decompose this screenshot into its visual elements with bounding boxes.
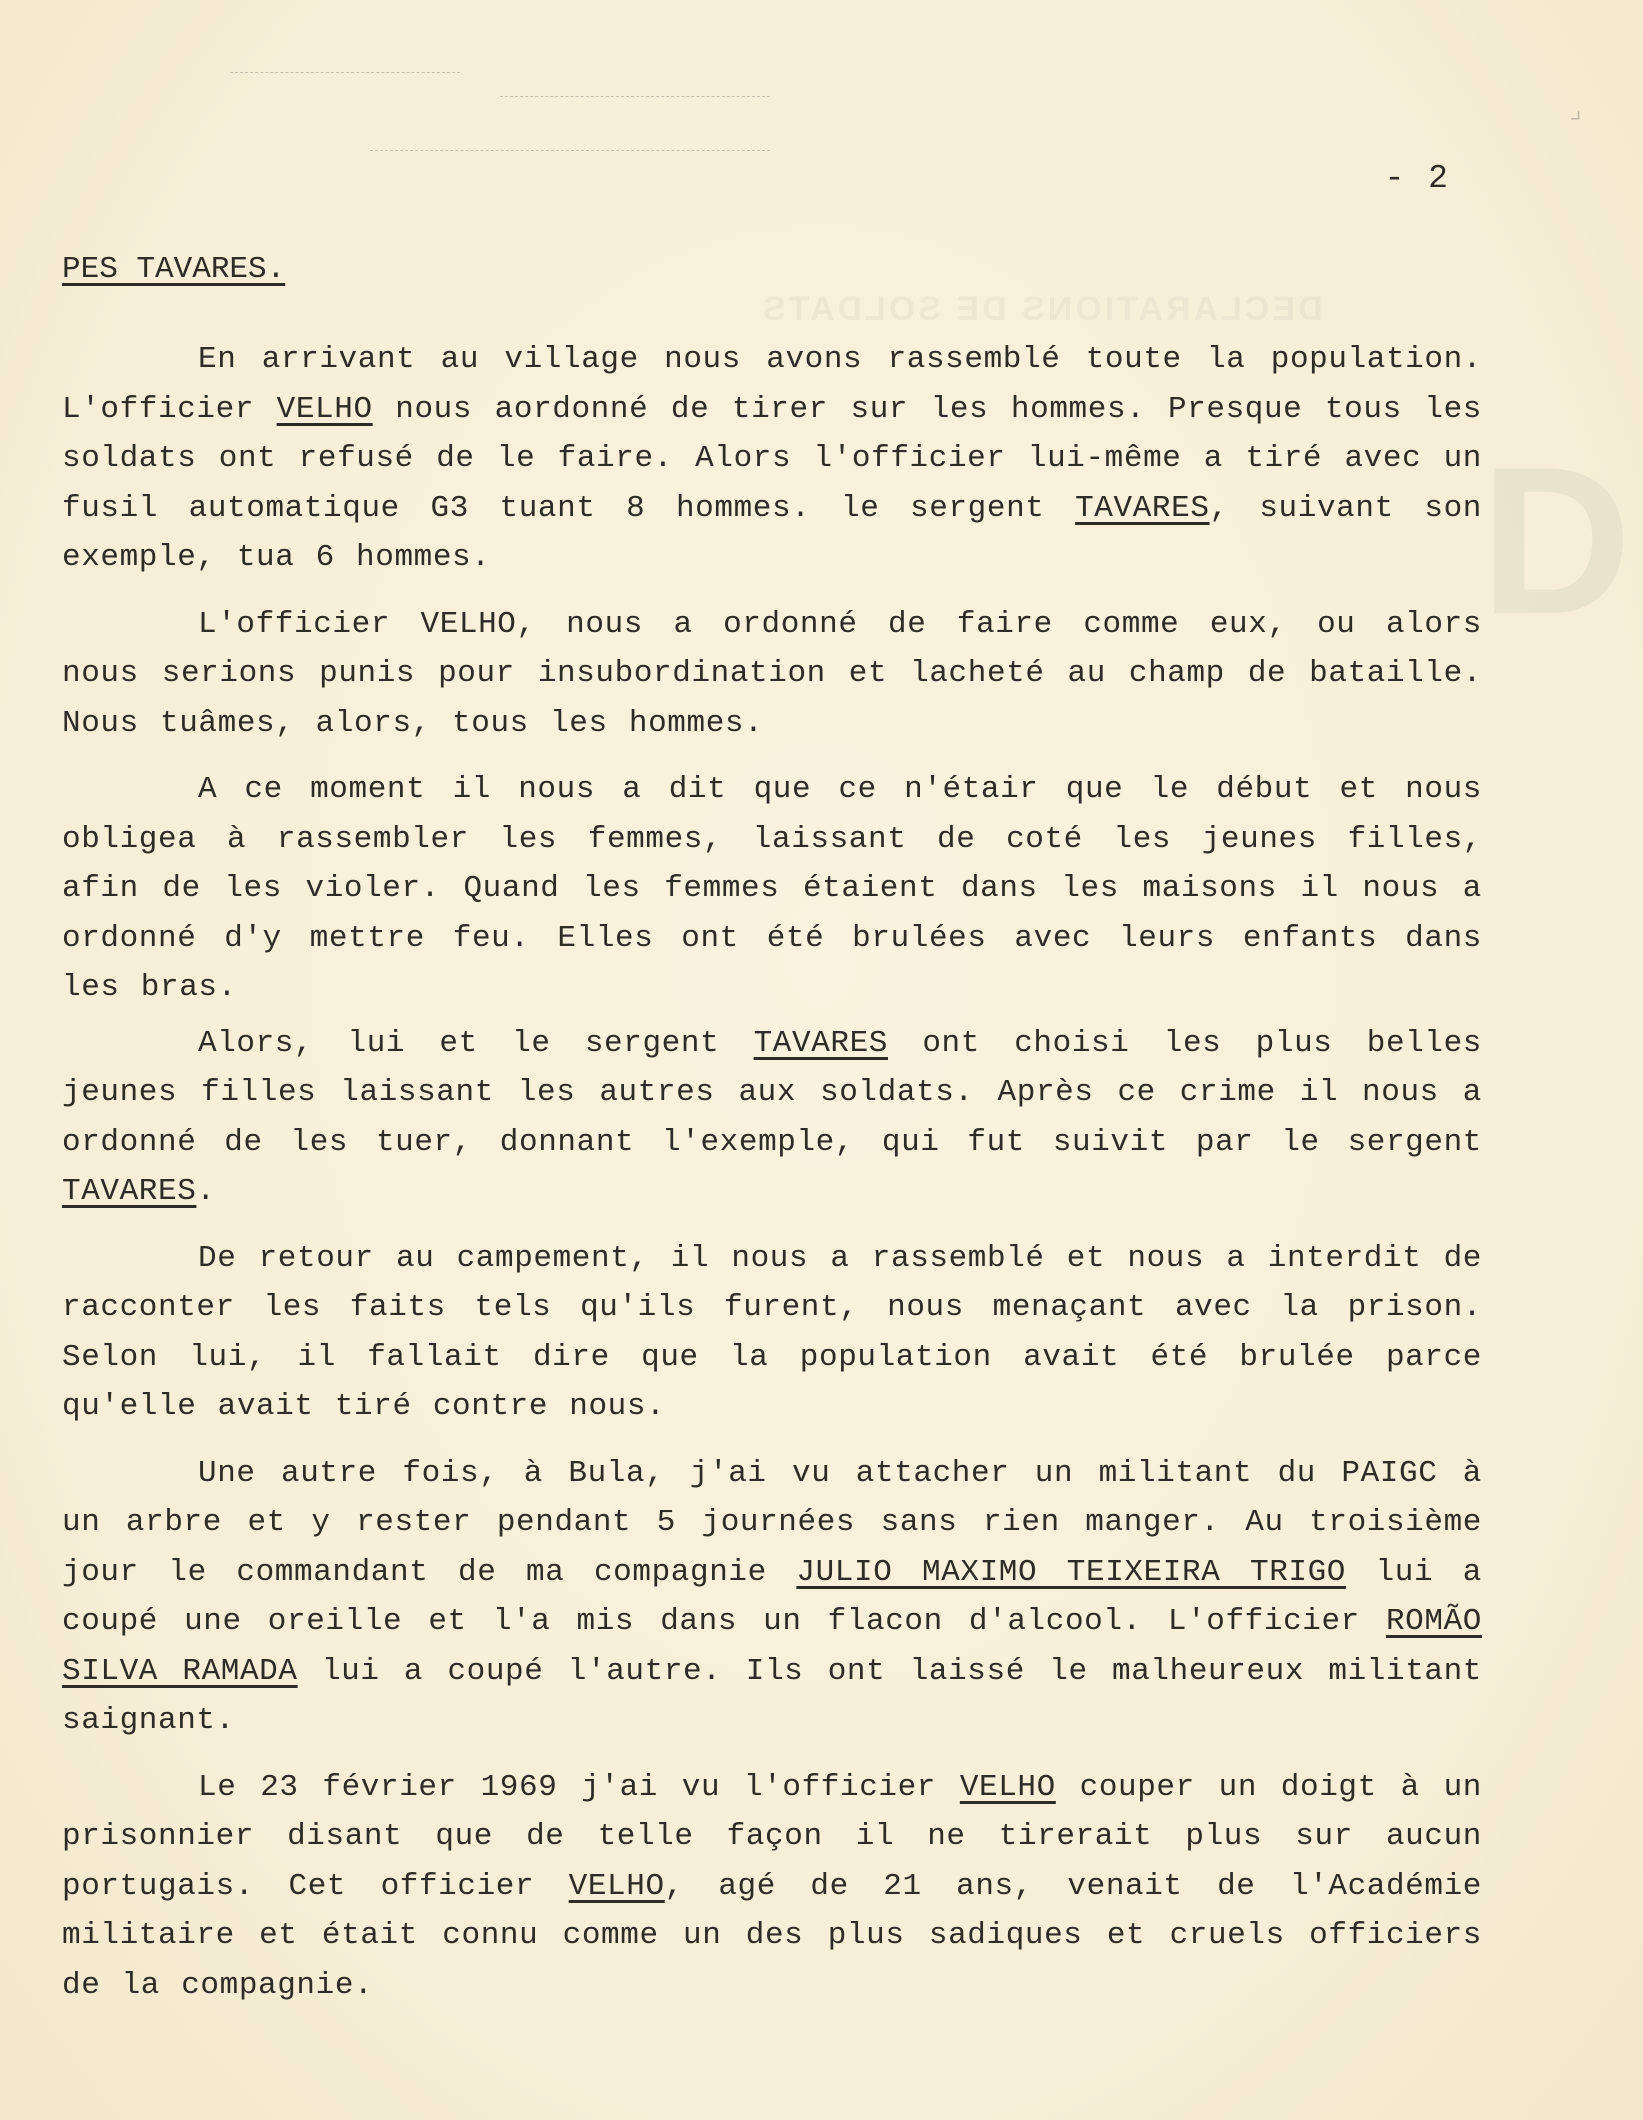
corner-tear-mark: ⌟ [1567,96,1583,126]
paragraph-text: , agé de 21 ans, venait de l'Académie militaire et était connu comme un des plus sadiques et cruels officiers de la compagnie. [62,1868,1482,2003]
paper-smudge [500,96,770,97]
paragraph-text: ont choisi les plus belles jeunes filles laissant les autres aux soldats. Après ce crime il nous a ordonné de les tuer, donnant l'exemple, qui fut suivit par le sergent [62,1025,1483,1160]
bleed-through-mark: D [1480,423,1632,658]
underlined-name: VELHO [959,1769,1056,1805]
paragraph-text: Une autre fois, à Bula, j'ai vu attacher un militant du PAIGC à un arbre et y rester pendant 5 journées sans rien manger. Au troisième jour le commandant de ma compagnie [62,1455,1482,1590]
underlined-name: TAVARES [753,1025,889,1061]
paragraph-text: . [196,1174,216,1209]
paragraph-text: nous aordonné de tirer sur les hommes. Presque tous les soldats ont refusé de le faire. Alors l'officier lui-même a tiré avec un fusil automatique G3 tuant 8 hommes. le sergent [62,391,1483,526]
paragraph [62,600,1482,749]
underlined-name: VELHO [276,391,373,427]
underlined-name: JULIO MAXIMO TEIXEIRA TRIGO [796,1554,1347,1590]
paper-smudge [370,150,770,151]
paragraph-text: En arrivant au village nous avons rassemblé toute la population. L'officier [62,342,1482,427]
paragraph [62,765,1482,1013]
paragraph-text: A ce moment il nous a dit que ce n'étair que le début et nous obligea à rassembler les femmes, laissant de coté les jeunes filles, afin de les violer. Quand les femmes étaient dans les maisons il nous a ordonné d'y mettre feu. Elles ont été brulées avec leurs enfants dans les bras. [62,772,1482,1005]
underlined-name: TAVARES [62,1174,197,1209]
paragraph-text: De retour au campement, il nous a rassemblé et nous a interdit de racconter les faits tels qu'ils furent, nous menaçant avec la prison. Selon lui, il fallait dire que la population avait été brulée parce qu'elle avait tiré contre nous. [62,1240,1482,1424]
underlined-name: VELHO [568,1868,665,1904]
paragraph-text: lui a coupé une oreille et l'a mis dans un flacon d'alcool. L'officier [62,1554,1482,1639]
paragraph-text: lui a coupé l'autre. Ils ont laissé le malheureux militant saignant. [62,1653,1483,1738]
bleed-through-text [760,290,1323,329]
paragraph [62,1449,1482,1746]
paragraph-text: Le 23 février 1969 j'ai vu l'officier [198,1769,960,1805]
paragraph [62,1763,1482,2011]
paragraph-text: , suivant son exemple, tua 6 hommes. [62,490,1483,575]
paragraph-text: couper un doigt à un prisonnier disant que de telle façon il ne tirerait plus sur aucun portugais. Cet officier [62,1769,1483,1904]
page-number: - 2 [1384,160,1450,197]
body-text [62,335,1482,2027]
underlined-name: TAVARES [1075,490,1210,526]
underlined-name: ROMÃO SILVA RAMADA [62,1604,1482,1689]
paragraph [62,335,1482,583]
paragraph-text: Alors, lui et le sergent [198,1025,754,1061]
paragraph [62,1019,1482,1217]
page-header: PES TAVARES. [62,252,286,287]
paragraph-text: L'officier VELHO, nous a ordonné de faire comme eux, ou alors nous serions punis pour insubordination et lacheté au champ de bataille. Nous tuâmes, alors, tous les hommes. [62,606,1482,741]
paper-smudge [230,72,460,73]
paragraph [62,1234,1482,1432]
